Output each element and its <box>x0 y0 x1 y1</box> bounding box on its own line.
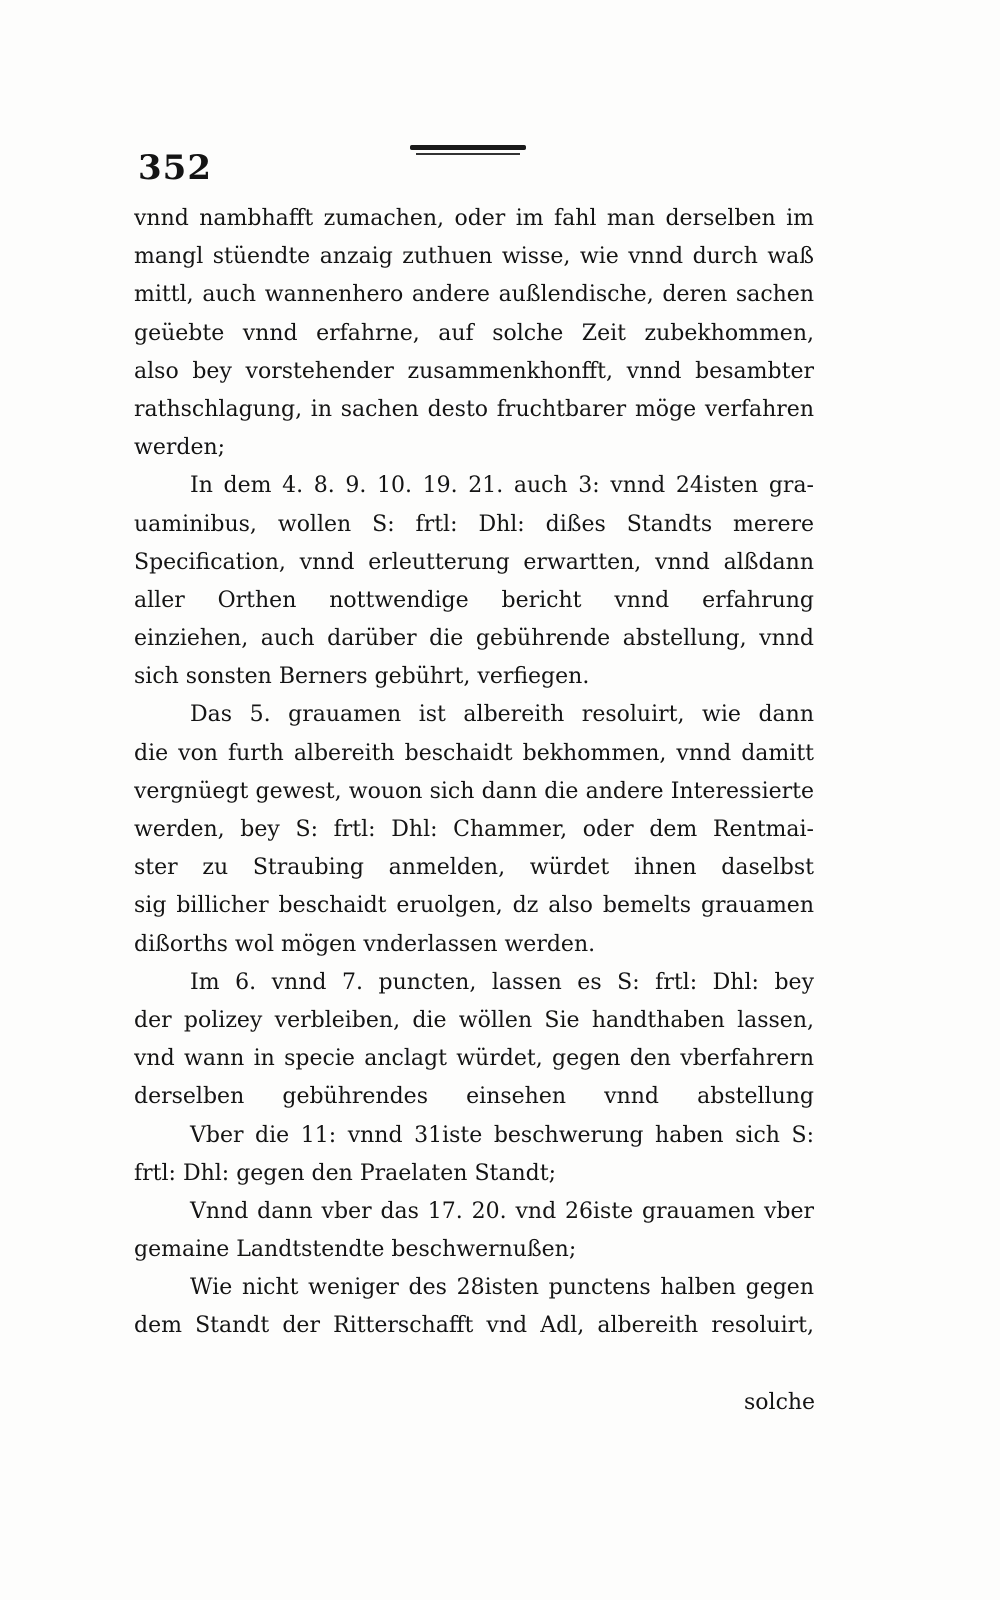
text-line: Das 5. grauamen ist albereith resoluirt, wie dann <box>190 702 814 728</box>
text-line: dem Standt der Ritterschafft vnd Adl, albereith resoluirt, <box>134 1313 814 1339</box>
text-line: rathschlagung, in sachen desto fruchtbarer möge verfahren <box>134 396 814 422</box>
text-line: werden, bey S: frtl: Dhl: Chammer, oder dem Rentmai- <box>134 817 814 842</box>
text-line: In dem 4. 8. 9. 10. 19. 21. auch 3: vnnd 24isten gra- <box>190 473 814 499</box>
catchword: solche <box>744 1390 816 1415</box>
text-line: Im 6. vnnd 7. puncten, lassen es S: frtl: Dhl: bey <box>190 969 814 995</box>
text-line: vnd wann in specie anclagt würdet, gegen den vberfahrern <box>134 1046 814 1072</box>
header-rule <box>410 145 526 157</box>
text-line: die von furth albereith beschaidt bekhommen, vnnd damitt <box>134 740 814 766</box>
text-line: Vnnd dann vber das 17. 20. vnd 26iste grauamen vber <box>190 1198 814 1224</box>
text-line: sig billicher beschaidt eruolgen, dz also bemelts grauamen <box>134 893 814 919</box>
header-rule-thin <box>416 153 520 155</box>
text-line: der polizey verbleiben, die wöllen Sie handthaben lassen, <box>134 1007 814 1033</box>
text-line: vnnd nambhafft zumachen, oder im fahl man derselben im <box>134 206 814 231</box>
text-line: sich sonsten Berners gebührt, verfiegen. <box>134 664 590 690</box>
text-line: mittl, auch wannenhero andere außlendische, deren sachen <box>134 282 814 308</box>
page-number: 352 <box>138 148 212 188</box>
text-line: Wie nicht weniger des 28isten punctens halben gegen <box>190 1275 814 1301</box>
text-line: mangl stüendte anzaig zuthuen wisse, wie vnnd durch waß <box>134 244 814 270</box>
text-line: ster zu Straubing anmelden, würdet ihnen daselbst <box>134 855 814 881</box>
text-line: frtl: Dhl: gegen den Praelaten Standt; <box>134 1160 556 1186</box>
text-line: Specification, vnnd erleutterung erwartten, vnnd alßdann <box>134 549 814 575</box>
text-line: gemaine Landtstendte beschwernußen; <box>134 1237 577 1263</box>
text-line: uaminibus, wollen S: frtl: Dhl: dißes Standts merere <box>134 511 814 537</box>
text-line: geüebte vnnd erfahrne, auf solche Zeit zubekhommen, <box>134 320 814 346</box>
text-line: Vber die 11: vnnd 31iste beschwerung haben sich S: <box>190 1122 814 1148</box>
text-line: dißorths wol mögen vnderlassen werden. <box>134 931 596 957</box>
text-line: einziehen, auch darüber die gebührende abstellung, vnnd <box>134 626 814 652</box>
text-line: derselben gebührendes einsehen vnnd abstellung <box>134 1084 814 1110</box>
text-line: aller Orthen nottwendige bericht vnnd erfahrung <box>134 587 814 613</box>
text-line: werden; <box>134 435 226 461</box>
text-line: vergnüegt gewest, wouon sich dann die andere Interessierte <box>134 778 814 804</box>
header-rule-thick <box>410 145 526 150</box>
text-line: also bey vorstehender zusammenkhonfft, vnnd besambter <box>134 358 814 384</box>
body-text <box>134 200 814 1346</box>
